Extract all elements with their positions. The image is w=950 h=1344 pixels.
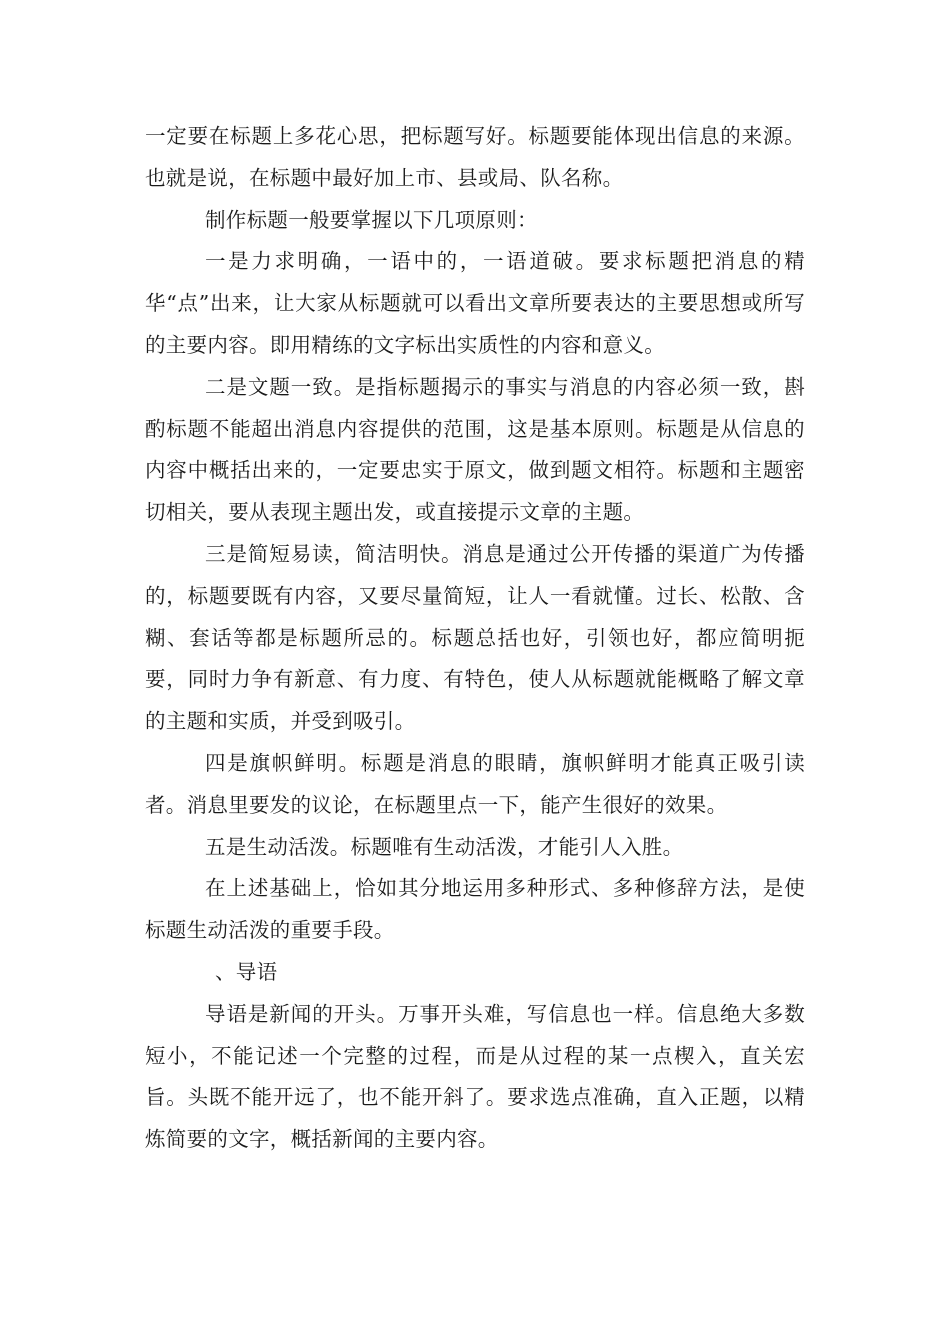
section-heading-lead: 、导语 <box>215 959 278 984</box>
paragraph-rhetoric: 在上述基础上，恰如其分地运用多种形式、多种修辞方法，是使标题生动活泼的重要手段。 <box>145 876 805 943</box>
paragraph-principle-1: 一是力求明确，一语中的，一语道破。要求标题把消息的精华“点”出来，让大家从标题就可以看出文章所要表达的主要思想或所写的主要内容。即用精练的文字标出实质性的内容和意义。 <box>145 249 805 357</box>
paragraph-lead: 导语是新闻的开头。万事开头难，写信息也一样。信息绝大多数短小，不能记述一个完整的过程，而是从过程的某一点楔入，直关宏旨。头既不能开远了，也不能开斜了。要求选点准确，直入正题，以精炼简要的文字，概括新闻的主要内容。 <box>145 1001 805 1152</box>
paragraph-title-source: 一定要在标题上多花心思，把标题写好。标题要能体现出信息的来源。也就是说，在标题中最好加上市、县或局、队名称。 <box>145 124 805 190</box>
paragraph-principle-4: 四是旗帜鲜明。标题是消息的眼睛，旗帜鲜明才能真正吸引读者。消息里要发的议论，在标题里点一下，能产生很好的效果。 <box>145 750 805 817</box>
paragraph-principle-5: 五是生动活泼。标题唯有生动活泼，才能引人入胜。 <box>205 834 684 859</box>
paragraph-principle-2: 二是文题一致。是指标题揭示的事实与消息的内容必须一致，斟酌标题不能超出消息内容提供的范围，这是基本原则。标题是从信息的内容中概括出来的，一定要忠实于原文，做到题文相符。标题和主题密切相关，要从表现主题出发，或直接提示文章的主题。 <box>145 374 805 525</box>
paragraph-principle-3: 三是简短易读，简洁明快。消息是通过公开传播的渠道广为传播的，标题要既有内容，又要尽量简短，让人一看就懂。过长、松散、含糊、套话等都是标题所忌的。标题总括也好，引领也好，都应简明扼要，同时力争有新意、有力度、有特色，使人从标题就能概略了解文章的主题和实质，并受到吸引。 <box>145 541 805 734</box>
document-body <box>145 116 805 1161</box>
paragraph-principles-intro: 制作标题一般要掌握以下几项原则： <box>205 207 538 232</box>
